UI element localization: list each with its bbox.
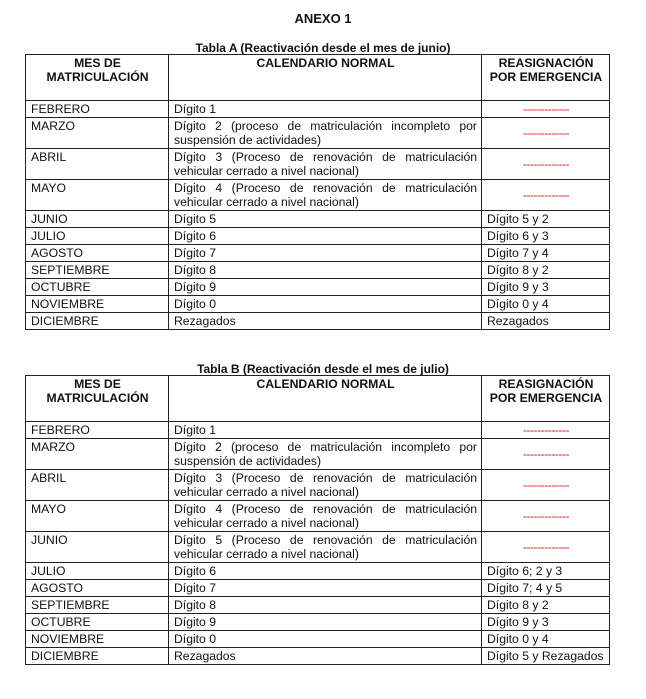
month-cell: NOVIEMBRE xyxy=(26,296,169,313)
month-cell: NOVIEMBRE xyxy=(26,631,169,648)
calendar-cell: Dígito 4 (Proceso de renovación de matriculación vehicular cerrado a nivel nacional) xyxy=(169,501,482,532)
table-row xyxy=(26,101,610,118)
header-reassign: REASIGNACIÓN POR EMERGENCIA xyxy=(482,376,610,422)
reassign-cell: ------------- xyxy=(482,532,610,563)
calendar-cell: Dígito 8 xyxy=(169,262,482,279)
calendar-cell: Dígito 2 (proceso de matriculación incompleto por suspensión de actividades) xyxy=(169,118,482,149)
header-calendar: CALENDARIO NORMAL xyxy=(169,55,482,101)
month-cell: ABRIL xyxy=(26,149,169,180)
calendar-cell: Dígito 3 (Proceso de renovación de matriculación vehicular cerrado a nivel nacional) xyxy=(169,149,482,180)
table-b-header-row xyxy=(26,376,610,422)
calendar-cell: Rezagados xyxy=(169,648,482,665)
calendar-cell: Dígito 0 xyxy=(169,631,482,648)
calendar-cell: Dígito 4 (Proceso de renovación de matriculación vehicular cerrado a nivel nacional) xyxy=(169,180,482,211)
table-b-caption: Tabla B (Reactivación desde el mes de julio) xyxy=(197,362,449,376)
month-cell: JULIO xyxy=(26,228,169,245)
reassign-cell: ------------- xyxy=(482,149,610,180)
month-cell: JUNIO xyxy=(26,532,169,563)
table-a xyxy=(25,54,610,330)
calendar-cell: Dígito 5 xyxy=(169,211,482,228)
reassign-cell: Dígito 0 y 4 xyxy=(482,631,610,648)
table-row xyxy=(26,422,610,439)
header-month: MES DE MATRICULACIÓN xyxy=(26,55,169,101)
table-row xyxy=(26,532,610,563)
reassign-cell: ------------- xyxy=(482,118,610,149)
calendar-cell: Dígito 3 (Proceso de renovación de matriculación vehicular cerrado a nivel nacional) xyxy=(169,470,482,501)
calendar-cell: Dígito 6 xyxy=(169,563,482,580)
month-cell: FEBRERO xyxy=(26,101,169,118)
month-cell: SEPTIEMBRE xyxy=(26,597,169,614)
reassign-cell: Dígito 0 y 4 xyxy=(482,296,610,313)
reassign-cell: ------------- xyxy=(482,470,610,501)
table-row xyxy=(26,228,610,245)
month-cell: AGOSTO xyxy=(26,245,169,262)
calendar-cell: Dígito 1 xyxy=(169,101,482,118)
table-row xyxy=(26,631,610,648)
table-row xyxy=(26,149,610,180)
calendar-cell: Rezagados xyxy=(169,313,482,330)
table-row xyxy=(26,648,610,665)
header-reassign: REASIGNACIÓN POR EMERGENCIA xyxy=(482,55,610,101)
reassign-cell: Dígito 9 y 3 xyxy=(482,614,610,631)
table-row xyxy=(26,313,610,330)
month-cell: JUNIO xyxy=(26,211,169,228)
month-cell: FEBRERO xyxy=(26,422,169,439)
table-row xyxy=(26,180,610,211)
month-cell: OCTUBRE xyxy=(26,279,169,296)
calendar-cell: Dígito 9 xyxy=(169,614,482,631)
reassign-cell: ------------- xyxy=(482,180,610,211)
month-cell: JULIO xyxy=(26,563,169,580)
reassign-cell: Dígito 9 y 3 xyxy=(482,279,610,296)
calendar-cell: Dígito 0 xyxy=(169,296,482,313)
reassign-cell: Dígito 7; 4 y 5 xyxy=(482,580,610,597)
calendar-cell: Dígito 7 xyxy=(169,245,482,262)
month-cell: MARZO xyxy=(26,439,169,470)
month-cell: MAYO xyxy=(26,180,169,211)
table-row xyxy=(26,597,610,614)
table-a-caption: Tabla A (Reactivación desde el mes de junio) xyxy=(195,41,451,55)
month-cell: MAYO xyxy=(26,501,169,532)
reassign-cell: Rezagados xyxy=(482,313,610,330)
calendar-cell: Dígito 2 (proceso de matriculación incompleto por suspensión de actividades) xyxy=(169,439,482,470)
month-cell: SEPTIEMBRE xyxy=(26,262,169,279)
reassign-cell: ------------- xyxy=(482,422,610,439)
reassign-cell: ------------- xyxy=(482,501,610,532)
reassign-cell: Dígito 5 y Rezagados xyxy=(482,648,610,665)
reassign-cell: Dígito 8 y 2 xyxy=(482,262,610,279)
table-row xyxy=(26,118,610,149)
calendar-cell: Dígito 1 xyxy=(169,422,482,439)
table-row xyxy=(26,211,610,228)
month-cell: MARZO xyxy=(26,118,169,149)
month-cell: ABRIL xyxy=(26,470,169,501)
table-row xyxy=(26,245,610,262)
table-row xyxy=(26,563,610,580)
month-cell: DICIEMBRE xyxy=(26,313,169,330)
reassign-cell: Dígito 7 y 4 xyxy=(482,245,610,262)
calendar-cell: Dígito 5 (Proceso de renovación de matriculación vehicular cerrado a nivel nacional) xyxy=(169,532,482,563)
reassign-cell: Dígito 6; 2 y 3 xyxy=(482,563,610,580)
reassign-cell: ------------- xyxy=(482,439,610,470)
calendar-cell: Dígito 7 xyxy=(169,580,482,597)
calendar-cell: Dígito 8 xyxy=(169,597,482,614)
table-row xyxy=(26,580,610,597)
calendar-cell: Dígito 9 xyxy=(169,279,482,296)
header-calendar: CALENDARIO NORMAL xyxy=(169,376,482,422)
table-row xyxy=(26,501,610,532)
table-row xyxy=(26,470,610,501)
header-month: MES DE MATRICULACIÓN xyxy=(26,376,169,422)
table-row xyxy=(26,279,610,296)
table-a-header-row xyxy=(26,55,610,101)
reassign-cell: Dígito 5 y 2 xyxy=(482,211,610,228)
table-row xyxy=(26,262,610,279)
month-cell: DICIEMBRE xyxy=(26,648,169,665)
table-row xyxy=(26,614,610,631)
reassign-cell: Dígito 6 y 3 xyxy=(482,228,610,245)
calendar-cell: Dígito 6 xyxy=(169,228,482,245)
table-b xyxy=(25,375,610,665)
table-row xyxy=(26,439,610,470)
reassign-cell: Dígito 8 y 2 xyxy=(482,597,610,614)
month-cell: OCTUBRE xyxy=(26,614,169,631)
table-row xyxy=(26,296,610,313)
month-cell: AGOSTO xyxy=(26,580,169,597)
reassign-cell: ------------- xyxy=(482,101,610,118)
annex-title: ANEXO 1 xyxy=(294,11,352,26)
